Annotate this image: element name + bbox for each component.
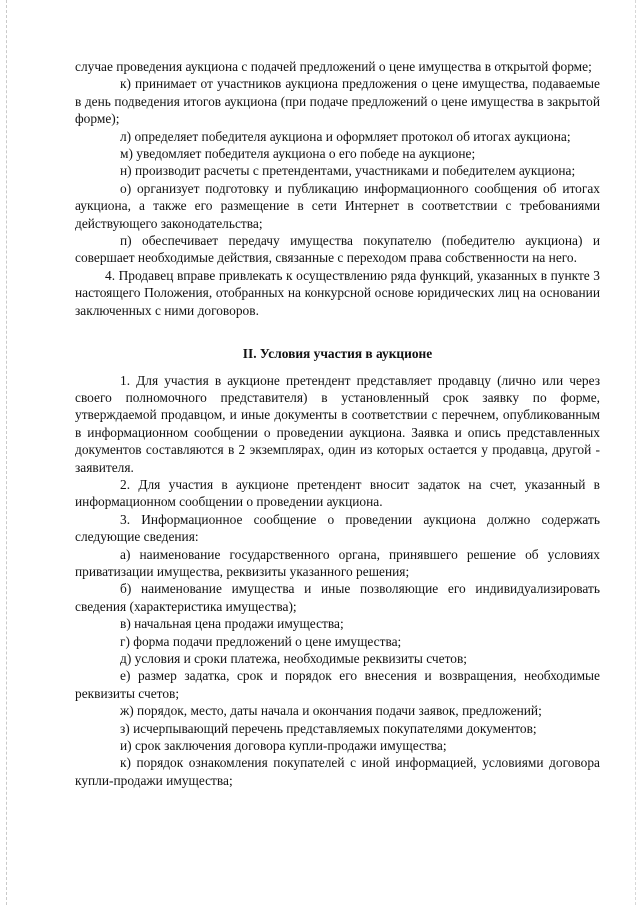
- paragraph-top-2: л) определяет победителя аукциона и оформляет протокол об итогах аукциона;: [120, 128, 571, 144]
- paragraph-top-4: н) производит расчеты с претендентами, участниками и победителем аукциона;: [120, 163, 576, 179]
- paragraph-bottom-3: а) наименование государственного органа, принявшего решение об условиях приватизации имущества, реквизиты указанного решения;: [75, 546, 600, 579]
- document-page: [75, 58, 600, 789]
- paragraph-top-7: 4. Продавец вправе привлекать к осуществлению ряда функций, указанных в пункте 3 настоящего Положения, отобранных на конкурсной основе юридических лиц на основании заключенных с ними договоров.: [75, 267, 600, 318]
- paragraph-bottom-11: и) срок заключения договора купли-продажи имущества;: [120, 738, 447, 754]
- paragraph-bottom-1: 2. Для участия в аукционе претендент вносит задаток на счет, указанный в информационном сообщении о проведении аукциона.: [75, 476, 600, 510]
- paragraph-bottom-5: в) начальная цена продажи имущества;: [120, 616, 344, 632]
- paragraph-bottom-10: з) исчерпывающий перечень представляемых покупателями документов;: [120, 720, 537, 736]
- paragraph-bottom-7: д) условия и сроки платежа, необходимые реквизиты счетов;: [120, 651, 468, 666]
- paragraph-top-1: к) принимает от участников аукциона предложения о цене имущества, подаваемые в день подведения итогов аукциона (при подаче предложений о цене имущества в закрытой форме);: [75, 76, 600, 127]
- scan-edge-right: [635, 0, 637, 905]
- scan-edge-left: [6, 0, 8, 905]
- section-title: II. Условия участия в аукционе: [242, 346, 433, 362]
- paragraph-top-3: м) уведомляет победителя аукциона о его победе на аукционе;: [120, 146, 476, 162]
- paragraph-bottom-4: б) наименование имущества и иные позволяющие его индивидуализировать сведения (характеристика имущества);: [75, 581, 600, 614]
- paragraph-bottom-8: е) размер задатка, срок и порядок его внесения и возвращения, необходимые реквизиты счетов;: [75, 668, 600, 701]
- paragraph-bottom-12: к) порядок ознакомления покупателей с иной информацией, условиями договора купли-продажи имущества;: [75, 755, 600, 788]
- paragraph-bottom-2: 3. Информационное сообщение о проведении аукциона должно содержать следующие сведения:: [75, 511, 600, 545]
- paragraph-top-5: о) организует подготовку и публикацию информационного сообщения об итогах аукциона, а также его размещение в сети Интернет в соответствии с требованиями действующего законодательства;: [75, 180, 600, 231]
- paragraph-top-0: случае проведения аукциона с подачей предложений о цене имущества в открытой форме;: [75, 59, 592, 74]
- paragraph-bottom-6: г) форма подачи предложений о цене имущества;: [120, 633, 402, 649]
- paragraph-bottom-9: ж) порядок, место, даты начала и окончания подачи заявок, предложений;: [120, 703, 542, 719]
- paragraph-top-6: п) обеспечивает передачу имущества покупателю (победителю аукциона) и совершает необходимые действия, связанные с переходом права собственности на него.: [75, 233, 600, 266]
- paragraph-bottom-0: 1. Для участия в аукционе претендент представляет продавцу (лично или через своего полномочного представителя) в установленный срок заявку по форме, утверждаемой продавцом, и иные документы в соответствии с перечнем, опубликованным в информационном сообщении о проведении аукциона. Заявка и опись представленных документов составляются в 2 экземплярах, один из которых остается у продавца, другой - заявителя.: [75, 372, 600, 475]
